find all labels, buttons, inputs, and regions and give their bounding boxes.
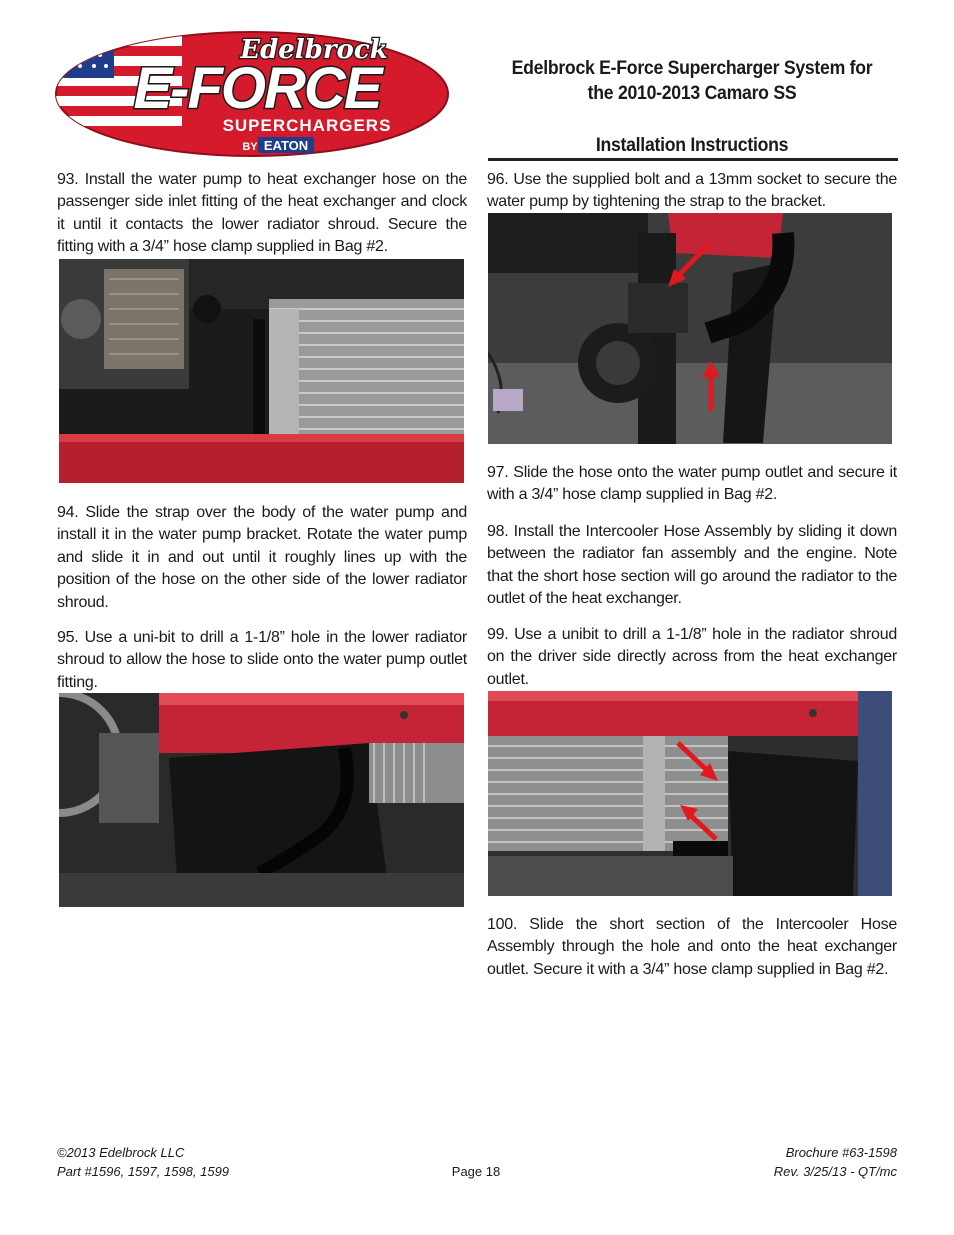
step-100: 100. Slide the short section of the Intercooler Hose Assembly through the hole and onto the heat exchanger outlet. Secure it with a 3/4” hose clamp supplied in Bag #2.	[487, 916, 897, 978]
logo-tagline: SUPERCHARGERS	[222, 116, 392, 135]
header-rule	[488, 158, 898, 161]
step-97: 97. Slide the hose onto the water pump outlet and secure it with a 3/4” hose clamp supplied in Bag #2.	[487, 464, 897, 504]
title-line-1: Edelbrock E-Force Supercharger System for	[511, 58, 873, 79]
step-95: 95. Use a uni-bit to drill a 1-1/8” hole in the lower radiator shroud to allow the hose to slide onto the water pump outlet fitting.	[57, 629, 467, 691]
footer-page-number: Page 18	[451, 1164, 501, 1179]
edelbrock-eforce-logo	[52, 28, 450, 160]
footer-revision: Rev. 3/25/13 - QT/mc	[773, 1164, 897, 1179]
step-96: 96. Use the supplied bolt and a 13mm socket to secure the water pump by tightening the strap to the bracket.	[487, 171, 897, 211]
footer-parts: Part #1596, 1597, 1598, 1599	[57, 1164, 230, 1179]
step-99: 99. Use a unibit to drill a 1-1/8” hole in the radiator shroud on the driver side directly across from the heat exchanger outlet.	[487, 626, 897, 688]
step-94: 94. Slide the strap over the body of the water pump and install it in the water pump bracket. Rotate the water pump and slide it in and out until it roughly lines up with the position of the hose on the other side of the lower radiator shroud.	[57, 504, 467, 611]
footer-brochure: Brochure #63-1598	[785, 1145, 897, 1160]
photo-lower-radiator-shroud	[59, 693, 464, 907]
step-98: 98. Install the Intercooler Hose Assembly by sliding it down between the radiator fan assembly and the engine. Note that the short hose section will go around the radiator to the outlet of the heat exchanger.	[487, 523, 897, 608]
footer-copyright: ©2013 Edelbrock LLC	[57, 1145, 185, 1160]
photo-heat-exchanger-outlet	[488, 691, 892, 896]
document-subtitle: Installation Instructions	[595, 135, 789, 156]
document-title	[502, 56, 881, 106]
logo-by: BY	[242, 141, 258, 153]
photo-heat-exchanger-hose	[59, 259, 464, 483]
logo-brand: Edelbrock	[240, 35, 388, 65]
logo-partner: EATON	[263, 138, 309, 153]
title-line-2: the 2010-2013 Camaro SS	[587, 83, 797, 104]
photo-water-pump-strap	[488, 213, 892, 444]
step-93: 93. Install the water pump to heat exchanger hose on the passenger side inlet fitting of the heat exchanger and clock it until it contacts the lower radiator shroud. Secure the fitting with a 3/4” hose clamp supplied in Bag #2.	[57, 171, 467, 256]
logo-product: E-FORCE	[133, 56, 381, 121]
